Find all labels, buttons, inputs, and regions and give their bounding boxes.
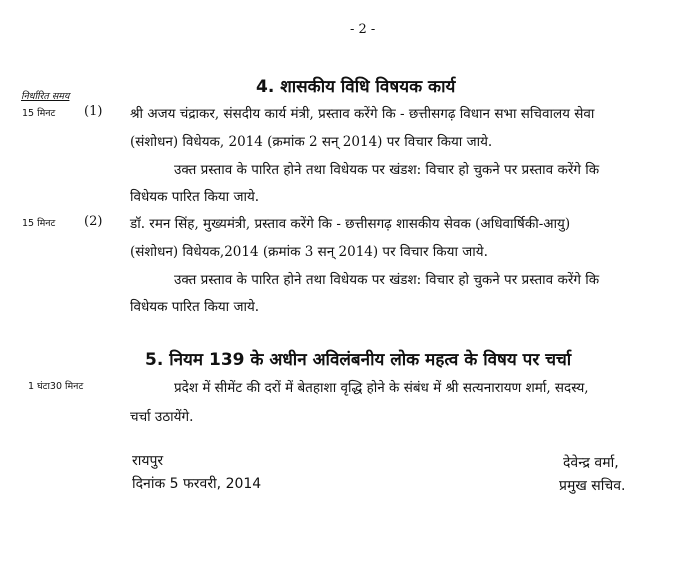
item-2-line-2: (संशोधन) विधेयक,2014 (क्रमांक 3 सन् 2014) पर विचार किया जाये. — [130, 244, 488, 260]
page-number: - 2 - — [350, 22, 376, 37]
signatory-title: प्रमुख सचिव. — [559, 478, 626, 494]
item-2-line-4: विधेयक पारित किया जाये. — [130, 299, 260, 315]
item-2-number: (2) — [84, 214, 103, 229]
section-5-line-2: चर्चा उठायेंगे. — [130, 409, 194, 425]
item-1-line-1: श्री अजय चंद्राकर, संसदीय कार्य मंत्री, प्रस्ताव करेंगे कि - छत्तीसगढ़ विधान सभा सचिवालय सेवा — [130, 106, 595, 122]
item-1-line-3: उक्त प्रस्ताव के पारित होने तथा विधेयक पर खंडश: विचार हो चुकने पर प्रस्ताव करेंगे कि — [174, 162, 600, 178]
item-1-line-2: (संशोधन) विधेयक, 2014 (क्रमांक 2 सन् 2014) पर विचार किया जाये. — [130, 134, 493, 150]
footer-place: रायपुर — [132, 453, 164, 469]
signatory-name: देवेन्द्र वर्मा, — [563, 455, 619, 471]
item-2-line-1: डॉ. रमन सिंह, मुख्यमंत्री, प्रस्ताव करेंगे कि - छत्तीसगढ़ शासकीय सेवक (अधिवार्षिकी-आयु) — [130, 216, 571, 232]
schedule-header: निर्धारित समय — [21, 91, 70, 102]
footer-date: दिनांक 5 फरवरी, 2014 — [132, 476, 262, 492]
section-5-time: 1 घंटा30 मिनट — [28, 381, 84, 392]
item-1-time: 15 मिनट — [22, 108, 56, 119]
section-5-title: 5. नियम 139 के अधीन अविलंबनीय लोक महत्व के विषय पर चर्चा — [145, 350, 572, 370]
item-1-number: (1) — [84, 104, 103, 119]
section-5-line-1: प्रदेश में सीमेंट की दरों में बेतहाशा वृद्धि होने के संबंध में श्री सत्यनारायण शर्मा, सदस्य, — [174, 380, 589, 396]
item-2-line-3: उक्त प्रस्ताव के पारित होने तथा विधेयक पर खंडश: विचार हो चुकने पर प्रस्ताव करेंगे कि — [174, 272, 600, 288]
item-1-line-4: विधेयक पारित किया जाये. — [130, 189, 260, 205]
item-2-time: 15 मिनट — [22, 218, 56, 229]
section-4-title: 4. शासकीय विधि विषयक कार्य — [256, 77, 456, 97]
